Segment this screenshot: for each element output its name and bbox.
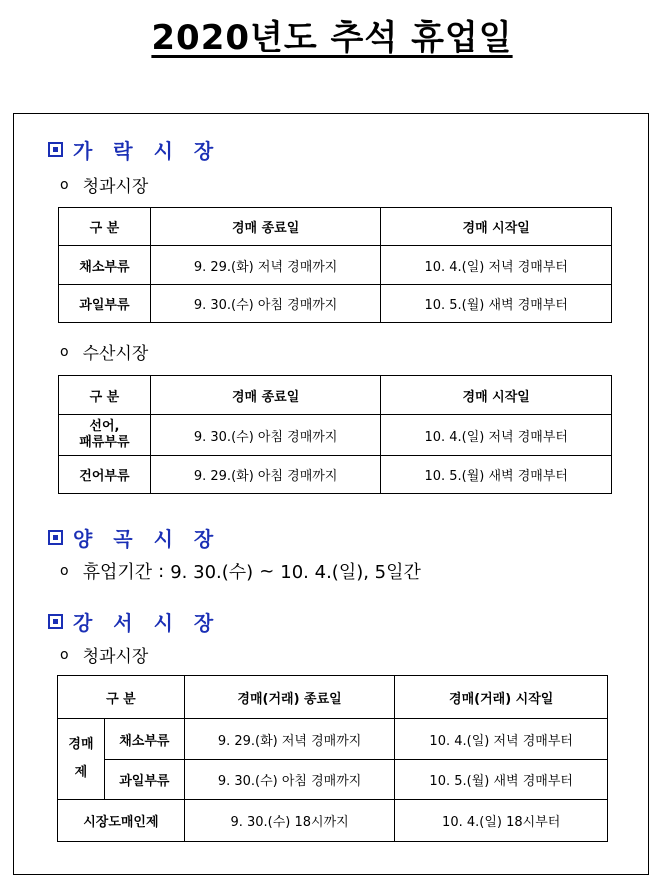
circle-bullet-icon: o [60,563,69,579]
table-row: 과일부류 9. 30.(수) 아침 경매까지 10. 5.(월) 새벽 경매부터 [58,760,608,800]
table-header-row: 구 분 경매(거래) 종료일 경매(거래) 시작일 [58,676,608,719]
page-title-text: 2020년도 추석 휴업일 [151,18,513,58]
circle-bullet-icon: o [60,646,69,663]
gangseo-produce-table [57,675,608,842]
section-yanggok-heading: 양 곡 시 장 [48,523,220,552]
square-bullet-icon [48,142,63,157]
garak-seafood-table [58,375,612,494]
square-bullet-icon [48,530,63,545]
table-header-row: 구 분 경매 종료일 경매 시작일 [59,208,612,246]
garak-produce-label: o 청과시장 [60,176,149,197]
yanggok-closure-period: o 휴업기간 : 9. 30.(수) ~ 10. 4.(일), 5일간 [60,560,421,583]
circle-bullet-icon: o [60,343,69,360]
table-row: 과일부류 9. 30.(수) 아침 경매까지 10. 5.(월) 새벽 경매부터 [59,285,612,323]
table-row: 시장도매인제 9. 30.(수) 18시까지 10. 4.(일) 18시부터 [58,800,608,842]
garak-seafood-label: o 수산시장 [60,343,149,364]
section-gangseo-heading: 강 서 시 장 [48,607,220,636]
table-row: 선어, 패류부류 9. 30.(수) 아침 경매까지 10. 4.(일) 저녁 경매부터 [59,415,612,456]
garak-produce-table [58,207,612,323]
gangseo-produce-label: o 청과시장 [60,646,149,667]
table-row: 채소부류 9. 29.(화) 저녁 경매까지 10. 4.(일) 저녁 경매부터 [59,246,612,285]
page-title [0,10,664,59]
square-bullet-icon [48,614,63,629]
circle-bullet-icon: o [60,176,69,193]
section-garak-heading: 가 락 시 장 [48,135,220,164]
table-header-row: 구 분 경매 종료일 경매 시작일 [59,376,612,415]
table-row: 경매 제 채소부류 9. 29.(화) 저녁 경매까지 10. 4.(일) 저녁 경매부터 [58,719,608,760]
table-row: 건어부류 9. 29.(화) 아침 경매까지 10. 5.(월) 새벽 경매부터 [59,456,612,494]
